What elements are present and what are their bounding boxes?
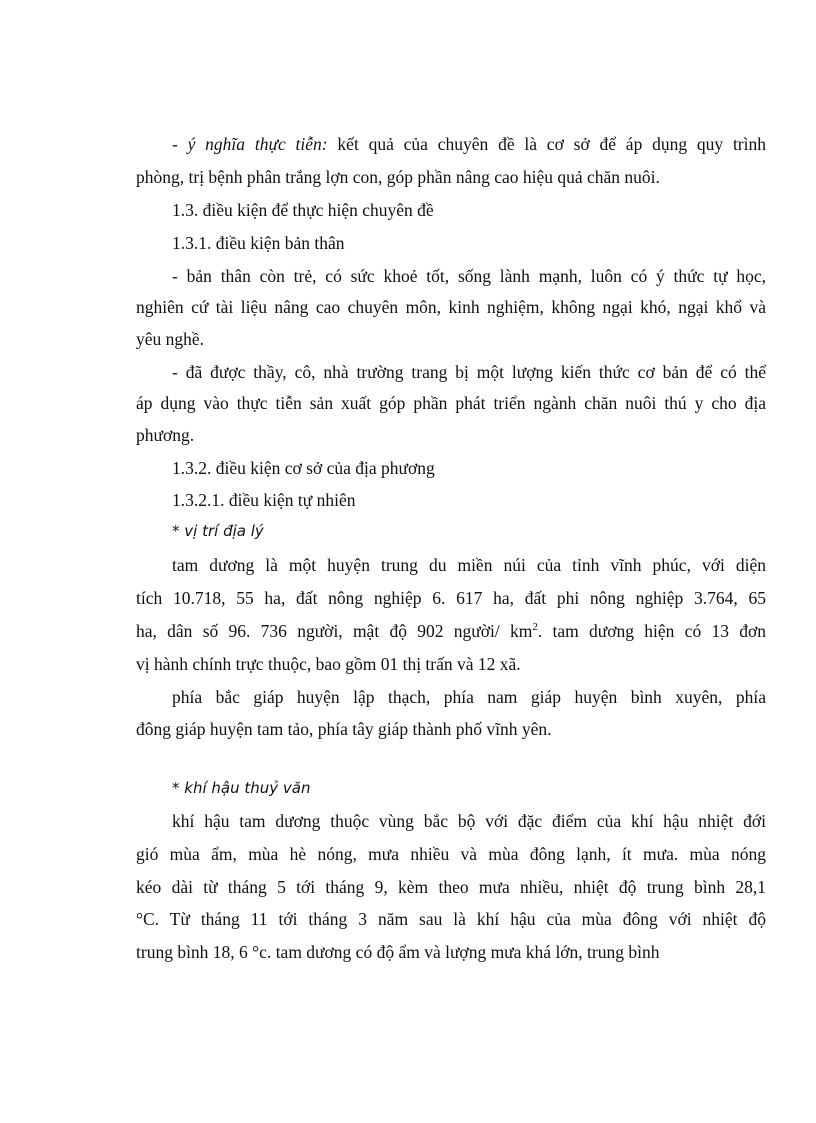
heading-1-3-2-1: 1.3.2.1. điều kiện tự nhiên [172, 490, 356, 510]
paragraph-practical-line-1 [172, 133, 766, 155]
paragraph-location-line-4: vị hành chính trực thuộc, bao gồm 01 thị trấn và 12 xã. [136, 654, 521, 674]
practical-text: kết quả của chuyên đề là cơ sở để áp dụng quy trình [327, 134, 766, 154]
superscript-2: 2 [532, 621, 538, 633]
paragraph-climate-line-3: kéo dài từ tháng 5 tới tháng 9, kèm theo mưa nhiều, nhiệt độ trung bình 28,1 [136, 877, 766, 897]
paragraph-climate-line-2: gió mùa ẩm, mùa hè nóng, mưa nhiều và mùa đông lạnh, ít mưa. mùa nóng [136, 844, 766, 864]
paragraph-trained-line-1: - đã được thầy, cô, nhà trường trang bị một lượng kiến thức cơ bản để có thể [172, 362, 766, 382]
paragraph-self-line-2: nghiên cứ tài liệu nâng cao chuyên môn, kinh nghiệm, không ngại khó, ngại khổ và [136, 297, 766, 317]
heading-1-3: 1.3. điều kiện để thực hiện chuyên đề [172, 200, 434, 220]
subheading-location: * vị trí địa lý [172, 522, 264, 540]
paragraph-trained-line-2: áp dụng vào thực tiễn sản xuất góp phần phát triển ngành chăn nuôi thú y cho địa [136, 393, 766, 413]
paragraph-climate-line-1: khí hậu tam dương thuộc vùng bắc bộ với đặc điểm của khí hậu nhiệt đới [172, 811, 766, 831]
paragraph-self-line-1: - bản thân còn trẻ, có sức khoẻ tốt, sống lành mạnh, luôn có ý thức tự học, [172, 266, 766, 286]
heading-1-3-2: 1.3.2. điều kiện cơ sở của địa phương [172, 458, 435, 478]
paragraph-borders-line-1: phía bắc giáp huyện lập thạch, phía nam giáp huyện bình xuyên, phía [172, 687, 766, 707]
paragraph-climate-line-4: °C. Từ tháng 11 tới tháng 3 năm sau là khí hậu của mùa đông với nhiệt độ [136, 909, 766, 929]
practical-label: ý nghĩa thực tiễn: [187, 134, 328, 154]
paragraph-location-line-2: tích 10.718, 55 ha, đất nông nghiệp 6. 617 ha, đất phi nông nghiệp 3.764, 65 [136, 588, 766, 608]
dash-prefix: - [172, 134, 188, 154]
paragraph-climate-line-5: trung bình 18, 6 °c. tam dương có độ ẩm và lượng mưa khá lớn, trung bình [136, 942, 660, 962]
paragraph-borders-line-2: đông giáp huyện tam tảo, phía tây giáp thành phố vĩnh yên. [136, 719, 552, 739]
paragraph-trained-line-3: phương. [136, 425, 195, 445]
paragraph-location-line-3: ha, dân số 96. 736 người, mật độ 902 người/ $km^2$. tam dương hiện có 13 đơn [136, 621, 766, 641]
paragraph-practical-line-2: phòng, trị bệnh phân trắng lợn con, góp phần nâng cao hiệu quả chăn nuôi. [136, 167, 660, 187]
paragraph-location-line-1: tam dương là một huyện trung du miền núi của tỉnh vĩnh phúc, với diện [172, 555, 766, 575]
heading-1-3-1: 1.3.1. điều kiện bản thân [172, 233, 345, 253]
paragraph-self-line-3: yêu nghề. [136, 329, 205, 349]
subheading-climate: * khí hậu thuỷ văn [172, 779, 311, 797]
